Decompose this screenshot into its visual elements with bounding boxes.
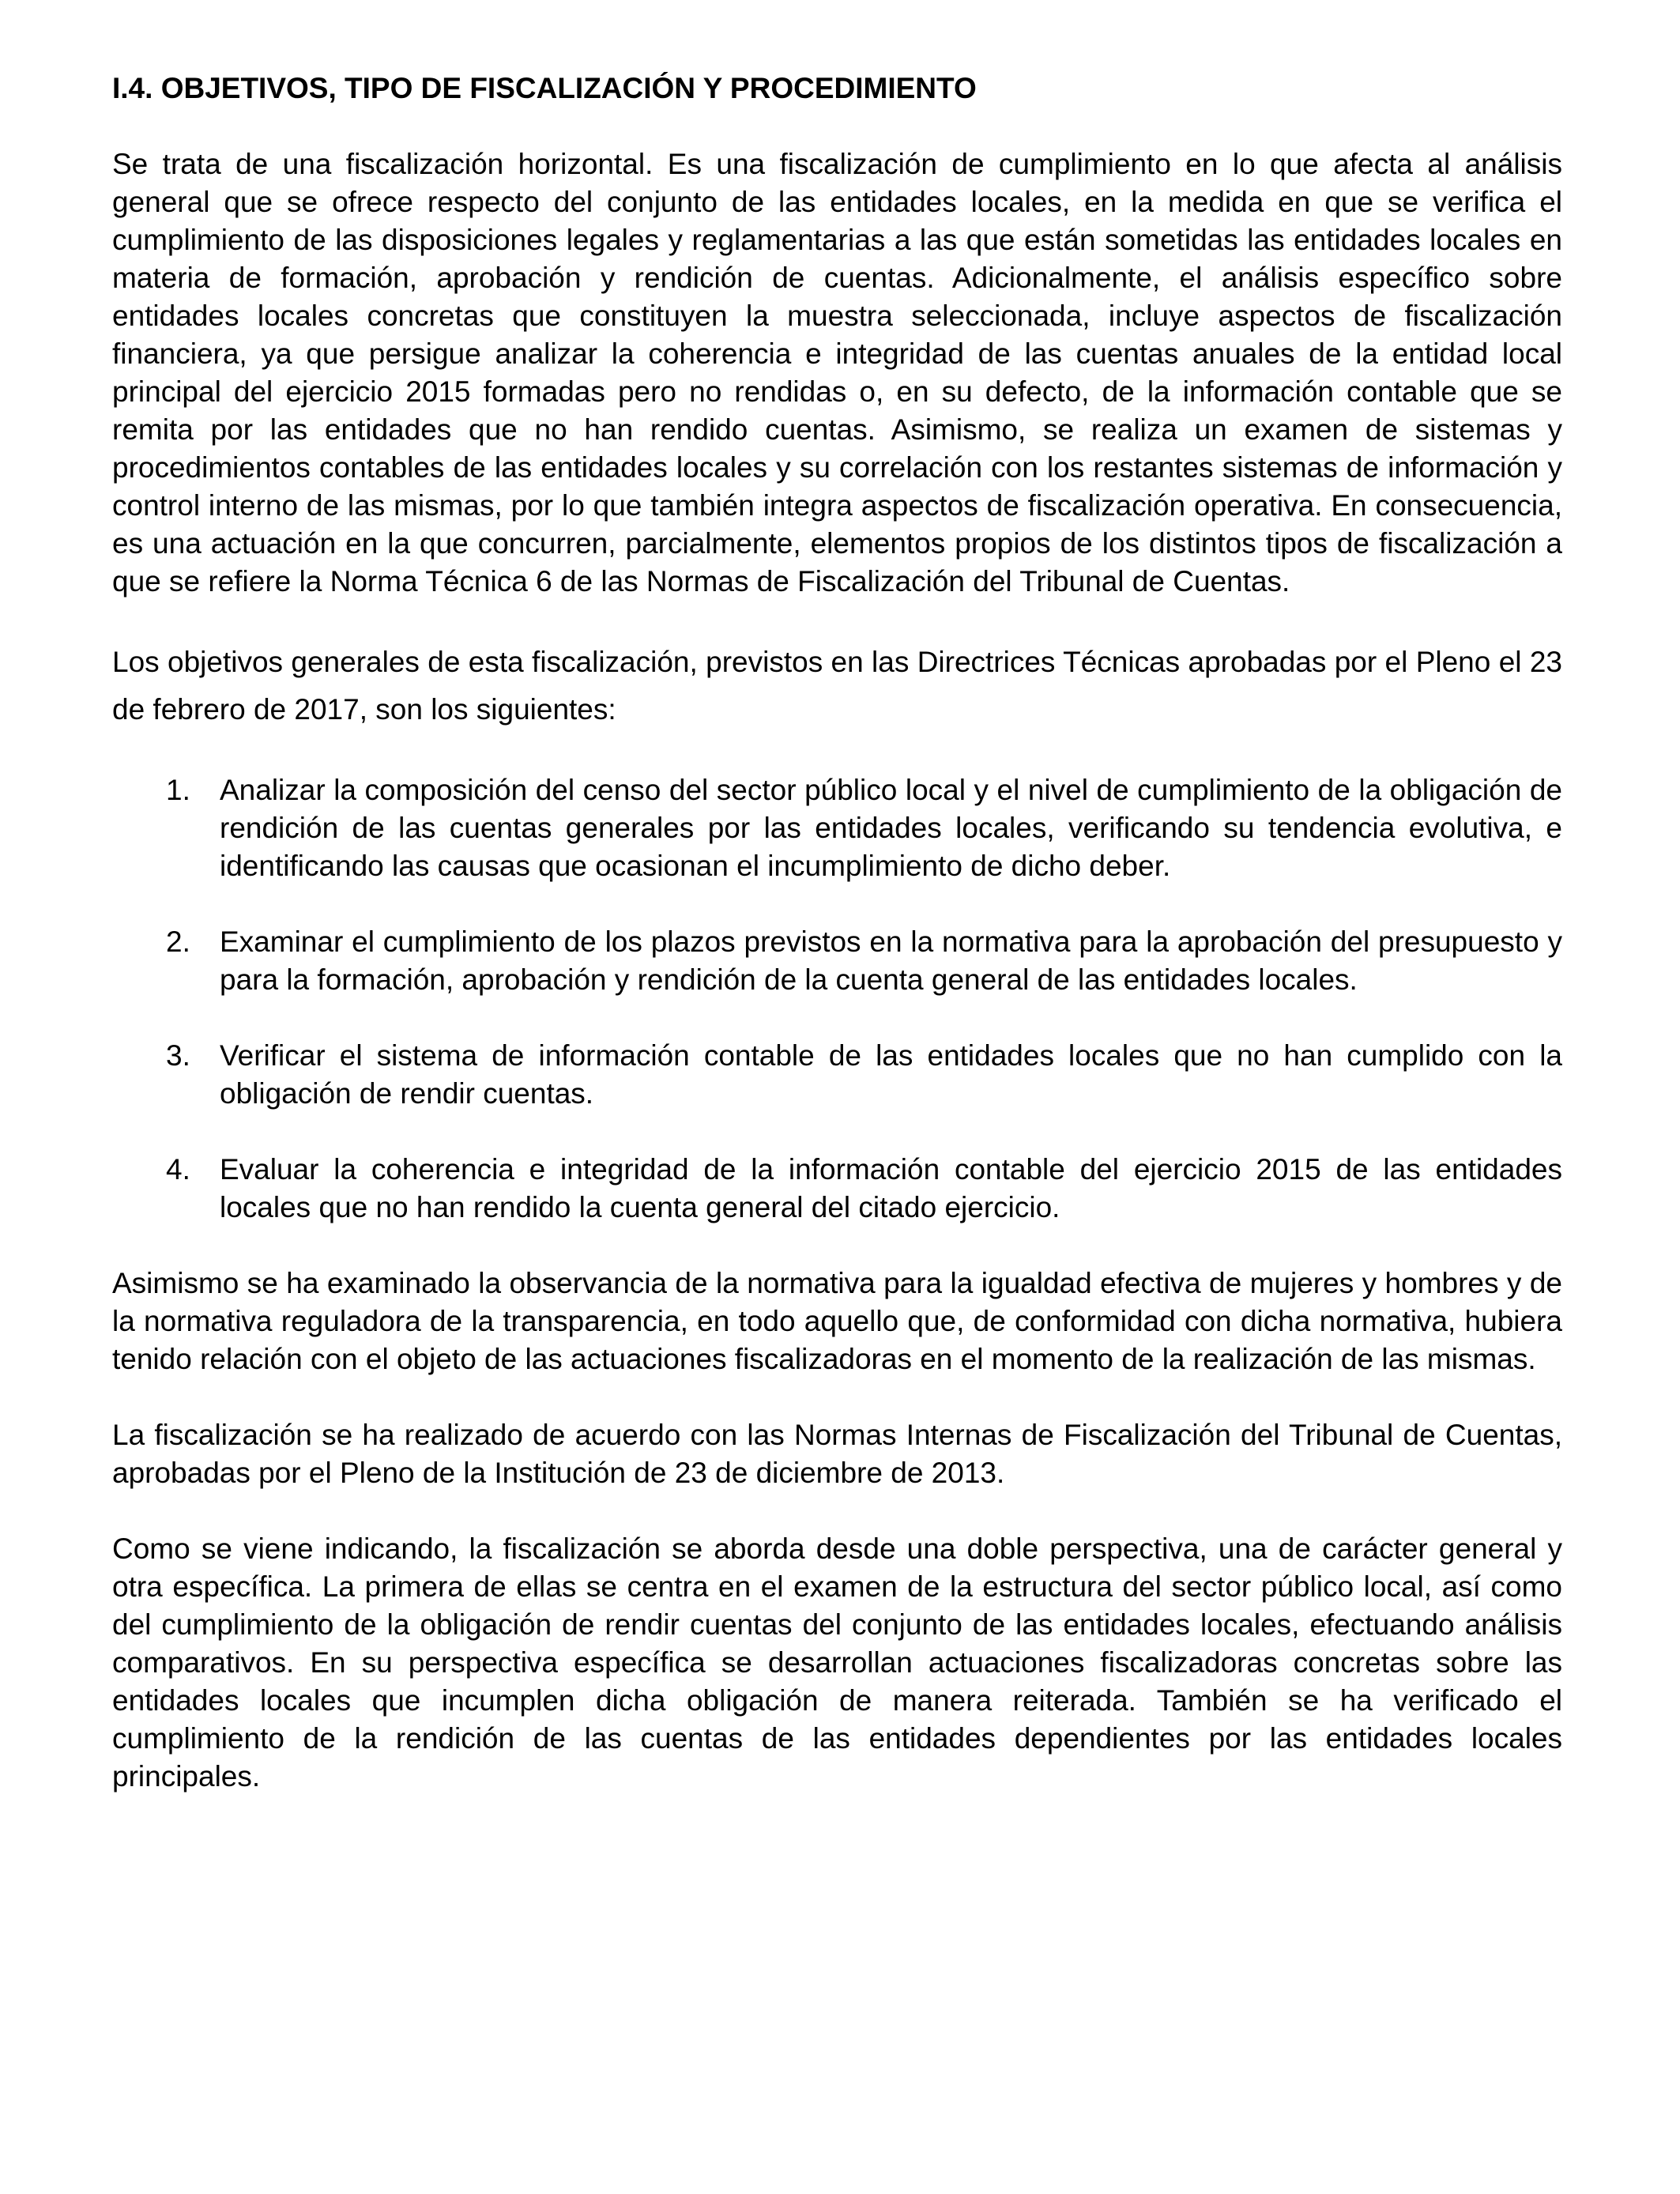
list-item: [112, 923, 1562, 999]
list-item: [112, 1037, 1562, 1113]
list-item-number: 2.: [166, 925, 190, 958]
paragraph-objectives-intro: Los objetivos generales de esta fiscalización, previstos en las Directrices Técnicas aprobadas por el Pleno el 23 de febrero de 2017, son los siguientes:: [112, 646, 1562, 726]
list-item-text: Verificar el sistema de información contable de las entidades locales que no han cumplido con la obligación de rendir cuentas.: [220, 1039, 1562, 1110]
list-item: [112, 1151, 1562, 1227]
paragraph-fiscalization-type: Se trata de una fiscalización horizontal. Es una fiscalización de cumplimiento en lo que afecta al análisis general que se ofrece respecto del conjunto de las entidades locales, en la medida en que se verifica el cumplimiento de las disposiciones legales y reglamentarias a las que están sometidas las entidades locales en materia de formación, aprobación y rendición de cuentas. Adicionalmente, el análisis específico sobre entidades locales concretas que constituyen la muestra seleccionada, incluye aspectos de fiscalización financiera, ya que persigue analizar la coherencia e integridad de las cuentas anuales de la entidad local principal del ejercicio 2015 formadas pero no rendidas o, en su defecto, de la información contable que se remita por las entidades que no han rendido cuentas. Asimismo, se realiza un examen de sistemas y procedimientos contables de las entidades locales y su correlación con los restantes sistemas de información y control interno de las mismas, por lo que también integra aspectos de fiscalización operativa. En consecuencia, es una actuación en la que concurren, parcialmente, elementos propios de los distintos tipos de fiscalización a que se refiere la Norma Técnica 6 de las Normas de Fiscalización del Tribunal de Cuentas.: [112, 148, 1562, 598]
paragraph-double-perspective: Como se viene indicando, la fiscalización se aborda desde una doble perspectiva, una de carácter general y otra específica. La primera de ellas se centra en el examen de la estructura del sector público local, así como del cumplimiento de la obligación de rendir cuentas del conjunto de las entidades locales, efectuando análisis comparativos. En su perspectiva específica se desarrollan actuaciones fiscalizadoras concretas sobre las entidades locales que incumplen dicha obligación de manera reiterada. También se ha verificado el cumplimiento de la rendición de las cuentas de las entidades dependientes por las entidades locales principales.: [112, 1532, 1562, 1793]
objectives-list: [112, 771, 1562, 1227]
paragraph-internal-norms: La fiscalización se ha realizado de acuerdo con las Normas Internas de Fiscalización del Tribunal de Cuentas, aprobadas por el Pleno de la Institución de 23 de diciembre de 2013.: [112, 1419, 1562, 1489]
list-item-text: Evaluar la coherencia e integridad de la información contable del ejercicio 2015 de las entidades locales que no han rendido la cuenta general del citado ejercicio.: [220, 1153, 1562, 1223]
section-heading: I.4. OBJETIVOS, TIPO DE FISCALIZACIÓN Y PROCEDIMIENTO: [112, 72, 977, 104]
paragraph-equality-transparency: Asimismo se ha examinado la observancia de la normativa para la igualdad efectiva de mujeres y hombres y de la normativa reguladora de la transparencia, en todo aquello que, de conformidad con dicha normativa, hubiera tenido relación con el objeto de las actuaciones fiscalizadoras en el momento de la realización de las mismas.: [112, 1267, 1562, 1375]
list-item-number: 1.: [166, 774, 190, 806]
list-item-text: Examinar el cumplimiento de los plazos previstos en la normativa para la aprobación del presupuesto y para la formación, aprobación y rendición de la cuenta general de las entidades locales.: [220, 925, 1562, 996]
list-item-number: 3.: [166, 1039, 190, 1072]
list-item-number: 4.: [166, 1153, 190, 1186]
list-item-text: Analizar la composición del censo del sector público local y el nivel de cumplimiento de la obligación de rendición de las cuentas generales por las entidades locales, verificando su tendencia evolutiva, e identificando las causas que ocasionan el incumplimiento de dicho deber.: [220, 774, 1562, 882]
document-page: [112, 70, 1562, 1834]
list-item: [112, 771, 1562, 885]
